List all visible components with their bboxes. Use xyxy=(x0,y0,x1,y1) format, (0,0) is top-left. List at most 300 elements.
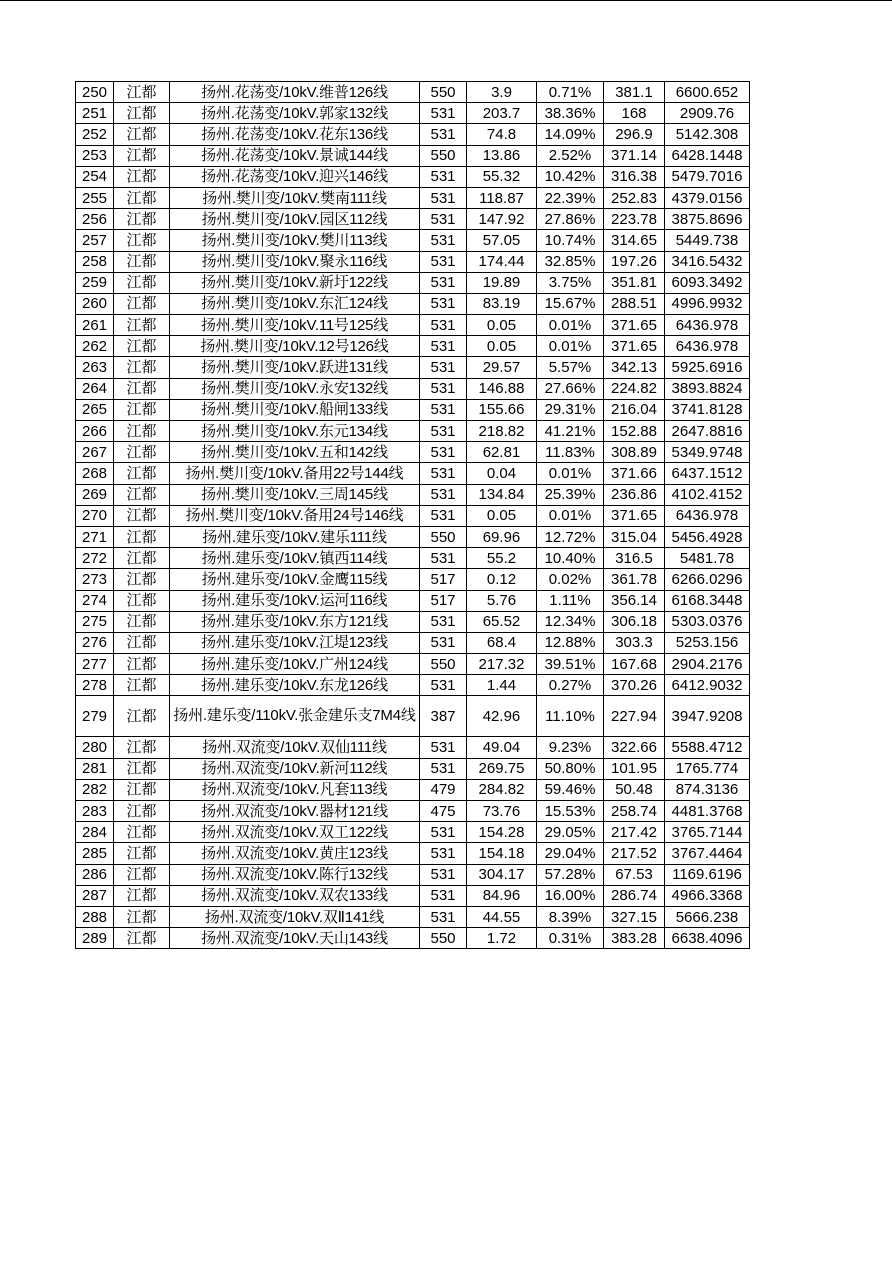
row-number-cell: 253 xyxy=(76,145,114,166)
available-capacity-cell: 258.74 xyxy=(604,801,665,822)
feeder-line-cell: 扬州.樊川变/10kV.聚永116线 xyxy=(170,251,420,272)
max-load-cell: 29.57 xyxy=(467,357,537,378)
available-capacity-cell: 316.5 xyxy=(604,548,665,569)
row-number-cell: 276 xyxy=(76,632,114,653)
feeder-line-cell: 扬州.樊川变/10kV.园区112线 xyxy=(170,209,420,230)
table-row xyxy=(76,822,750,843)
district-cell: 江都 xyxy=(114,526,170,547)
row-number-cell: 275 xyxy=(76,611,114,632)
available-capacity-cell: 252.83 xyxy=(604,187,665,208)
feeder-line-cell: 扬州.樊川变/10kV.樊南111线 xyxy=(170,187,420,208)
capacity-cell: 531 xyxy=(420,293,467,314)
available-amount-cell: 6428.1448 xyxy=(665,145,750,166)
capacity-cell: 531 xyxy=(420,548,467,569)
available-capacity-cell: 217.52 xyxy=(604,843,665,864)
row-number-cell: 285 xyxy=(76,843,114,864)
feeder-line-cell: 扬州.花荡变/10kV.花东136线 xyxy=(170,124,420,145)
available-capacity-cell: 296.9 xyxy=(604,124,665,145)
capacity-cell: 531 xyxy=(420,209,467,230)
row-number-cell: 280 xyxy=(76,737,114,758)
row-number-cell: 261 xyxy=(76,315,114,336)
capacity-cell: 531 xyxy=(420,357,467,378)
feeder-line-cell: 扬州.樊川变/10kV.新圩122线 xyxy=(170,272,420,293)
feeder-line-cell: 扬州.建乐变/10kV.东龙126线 xyxy=(170,675,420,696)
load-rate-cell: 59.46% xyxy=(537,779,604,800)
load-rate-cell: 27.66% xyxy=(537,378,604,399)
feeder-line-cell: 扬州.双流变/10kV.双Ⅱ141线 xyxy=(170,906,420,927)
table-row xyxy=(76,442,750,463)
max-load-cell: 65.52 xyxy=(467,611,537,632)
available-amount-cell: 5142.308 xyxy=(665,124,750,145)
table-row xyxy=(76,82,750,103)
district-cell: 江都 xyxy=(114,463,170,484)
row-number-cell: 282 xyxy=(76,779,114,800)
capacity-cell: 531 xyxy=(420,758,467,779)
district-cell: 江都 xyxy=(114,103,170,124)
available-capacity-cell: 370.26 xyxy=(604,675,665,696)
district-cell: 江都 xyxy=(114,399,170,420)
load-rate-cell: 0.01% xyxy=(537,505,604,526)
max-load-cell: 269.75 xyxy=(467,758,537,779)
available-amount-cell: 5456.4928 xyxy=(665,526,750,547)
load-rate-cell: 12.34% xyxy=(537,611,604,632)
max-load-cell: 68.4 xyxy=(467,632,537,653)
district-cell: 江都 xyxy=(114,251,170,272)
capacity-cell: 531 xyxy=(420,675,467,696)
capacity-cell: 531 xyxy=(420,124,467,145)
row-number-cell: 281 xyxy=(76,758,114,779)
load-rate-cell: 5.57% xyxy=(537,357,604,378)
capacity-cell: 550 xyxy=(420,654,467,675)
available-amount-cell: 5349.9748 xyxy=(665,442,750,463)
table-row xyxy=(76,928,750,949)
load-rate-cell: 14.09% xyxy=(537,124,604,145)
load-rate-cell: 12.88% xyxy=(537,632,604,653)
max-load-cell: 74.8 xyxy=(467,124,537,145)
district-cell: 江都 xyxy=(114,928,170,949)
table-row xyxy=(76,569,750,590)
feeder-line-cell: 扬州.花荡变/10kV.郭家132线 xyxy=(170,103,420,124)
district-cell: 江都 xyxy=(114,166,170,187)
load-rate-cell: 29.31% xyxy=(537,399,604,420)
row-number-cell: 263 xyxy=(76,357,114,378)
district-cell: 江都 xyxy=(114,801,170,822)
max-load-cell: 0.05 xyxy=(467,336,537,357)
row-number-cell: 264 xyxy=(76,378,114,399)
table-row xyxy=(76,843,750,864)
available-capacity-cell: 197.26 xyxy=(604,251,665,272)
available-amount-cell: 6436.978 xyxy=(665,505,750,526)
max-load-cell: 1.72 xyxy=(467,928,537,949)
available-amount-cell: 2904.2176 xyxy=(665,654,750,675)
load-rate-cell: 0.01% xyxy=(537,315,604,336)
load-rate-cell: 1.11% xyxy=(537,590,604,611)
available-amount-cell: 5481.78 xyxy=(665,548,750,569)
district-cell: 江都 xyxy=(114,272,170,293)
available-capacity-cell: 303.3 xyxy=(604,632,665,653)
row-number-cell: 259 xyxy=(76,272,114,293)
capacity-cell: 531 xyxy=(420,463,467,484)
feeder-line-cell: 扬州.樊川变/10kV.樊川113线 xyxy=(170,230,420,251)
available-capacity-cell: 322.66 xyxy=(604,737,665,758)
table-row xyxy=(76,590,750,611)
row-number-cell: 287 xyxy=(76,885,114,906)
district-cell: 江都 xyxy=(114,145,170,166)
max-load-cell: 62.81 xyxy=(467,442,537,463)
available-capacity-cell: 223.78 xyxy=(604,209,665,230)
available-amount-cell: 6168.3448 xyxy=(665,590,750,611)
available-capacity-cell: 371.66 xyxy=(604,463,665,484)
feeder-line-cell: 扬州.双流变/10kV.新河112线 xyxy=(170,758,420,779)
max-load-cell: 49.04 xyxy=(467,737,537,758)
district-cell: 江都 xyxy=(114,654,170,675)
feeder-line-cell: 扬州.建乐变/10kV.广州124线 xyxy=(170,654,420,675)
district-cell: 江都 xyxy=(114,209,170,230)
district-cell: 江都 xyxy=(114,696,170,737)
available-amount-cell: 4102.4152 xyxy=(665,484,750,505)
load-rate-cell: 27.86% xyxy=(537,209,604,230)
load-rate-cell: 0.31% xyxy=(537,928,604,949)
feeder-line-cell: 扬州.樊川变/10kV.永安132线 xyxy=(170,378,420,399)
feeder-line-cell: 扬州.樊川变/10kV.跃进131线 xyxy=(170,357,420,378)
row-number-cell: 267 xyxy=(76,442,114,463)
load-rate-cell: 2.52% xyxy=(537,145,604,166)
max-load-cell: 147.92 xyxy=(467,209,537,230)
load-rate-cell: 0.71% xyxy=(537,82,604,103)
table-row xyxy=(76,654,750,675)
available-amount-cell: 5303.0376 xyxy=(665,611,750,632)
row-number-cell: 289 xyxy=(76,928,114,949)
feeder-capacity-table xyxy=(75,81,750,949)
available-amount-cell: 5925.6916 xyxy=(665,357,750,378)
district-cell: 江都 xyxy=(114,737,170,758)
max-load-cell: 304.17 xyxy=(467,864,537,885)
table-row xyxy=(76,293,750,314)
table-row xyxy=(76,548,750,569)
available-capacity-cell: 381.1 xyxy=(604,82,665,103)
available-amount-cell: 3741.8128 xyxy=(665,399,750,420)
row-number-cell: 277 xyxy=(76,654,114,675)
district-cell: 江都 xyxy=(114,779,170,800)
load-rate-cell: 12.72% xyxy=(537,526,604,547)
capacity-cell: 531 xyxy=(420,378,467,399)
row-number-cell: 286 xyxy=(76,864,114,885)
max-load-cell: 118.87 xyxy=(467,187,537,208)
table-row xyxy=(76,272,750,293)
table-row xyxy=(76,758,750,779)
max-load-cell: 3.9 xyxy=(467,82,537,103)
available-amount-cell: 1765.774 xyxy=(665,758,750,779)
feeder-line-cell: 扬州.建乐变/10kV.建乐111线 xyxy=(170,526,420,547)
page-top-rule xyxy=(0,0,892,1)
capacity-cell: 517 xyxy=(420,569,467,590)
row-number-cell: 278 xyxy=(76,675,114,696)
available-amount-cell: 1169.6196 xyxy=(665,864,750,885)
available-amount-cell: 5449.738 xyxy=(665,230,750,251)
max-load-cell: 44.55 xyxy=(467,906,537,927)
row-number-cell: 265 xyxy=(76,399,114,420)
load-rate-cell: 50.80% xyxy=(537,758,604,779)
capacity-cell: 531 xyxy=(420,442,467,463)
load-rate-cell: 0.01% xyxy=(537,463,604,484)
available-amount-cell: 5666.238 xyxy=(665,906,750,927)
load-rate-cell: 32.85% xyxy=(537,251,604,272)
max-load-cell: 57.05 xyxy=(467,230,537,251)
row-number-cell: 273 xyxy=(76,569,114,590)
feeder-line-cell: 扬州.樊川变/10kV.船闸133线 xyxy=(170,399,420,420)
row-number-cell: 258 xyxy=(76,251,114,272)
table-row xyxy=(76,124,750,145)
capacity-cell: 531 xyxy=(420,166,467,187)
table-row xyxy=(76,463,750,484)
district-cell: 江都 xyxy=(114,378,170,399)
table-row xyxy=(76,399,750,420)
district-cell: 江都 xyxy=(114,357,170,378)
available-amount-cell: 3893.8824 xyxy=(665,378,750,399)
available-capacity-cell: 288.51 xyxy=(604,293,665,314)
available-amount-cell: 3416.5432 xyxy=(665,251,750,272)
max-load-cell: 203.7 xyxy=(467,103,537,124)
district-cell: 江都 xyxy=(114,822,170,843)
feeder-line-cell: 扬州.双流变/10kV.天山143线 xyxy=(170,928,420,949)
row-number-cell: 268 xyxy=(76,463,114,484)
capacity-cell: 531 xyxy=(420,251,467,272)
feeder-line-cell: 扬州.花荡变/10kV.迎兴146线 xyxy=(170,166,420,187)
table-row xyxy=(76,885,750,906)
max-load-cell: 146.88 xyxy=(467,378,537,399)
feeder-line-cell: 扬州.樊川变/10kV.11号125线 xyxy=(170,315,420,336)
available-amount-cell: 5253.156 xyxy=(665,632,750,653)
capacity-cell: 531 xyxy=(420,272,467,293)
available-amount-cell: 6266.0296 xyxy=(665,569,750,590)
available-amount-cell: 6437.1512 xyxy=(665,463,750,484)
available-amount-cell: 6436.978 xyxy=(665,336,750,357)
load-rate-cell: 38.36% xyxy=(537,103,604,124)
feeder-line-cell: 扬州.建乐变/10kV.江堤123线 xyxy=(170,632,420,653)
table-row xyxy=(76,779,750,800)
available-amount-cell: 2647.8816 xyxy=(665,421,750,442)
load-rate-cell: 3.75% xyxy=(537,272,604,293)
row-number-cell: 271 xyxy=(76,526,114,547)
available-capacity-cell: 227.94 xyxy=(604,696,665,737)
capacity-cell: 531 xyxy=(420,737,467,758)
district-cell: 江都 xyxy=(114,675,170,696)
max-load-cell: 19.89 xyxy=(467,272,537,293)
max-load-cell: 83.19 xyxy=(467,293,537,314)
feeder-line-cell: 扬州.双流变/10kV.双工122线 xyxy=(170,822,420,843)
row-number-cell: 254 xyxy=(76,166,114,187)
available-amount-cell: 6638.4096 xyxy=(665,928,750,949)
max-load-cell: 69.96 xyxy=(467,526,537,547)
capacity-cell: 531 xyxy=(420,632,467,653)
feeder-line-cell: 扬州.双流变/10kV.双农133线 xyxy=(170,885,420,906)
max-load-cell: 1.44 xyxy=(467,675,537,696)
feeder-line-cell: 扬州.双流变/10kV.陈行132线 xyxy=(170,864,420,885)
max-load-cell: 55.2 xyxy=(467,548,537,569)
capacity-cell: 550 xyxy=(420,145,467,166)
district-cell: 江都 xyxy=(114,906,170,927)
available-capacity-cell: 371.65 xyxy=(604,505,665,526)
load-rate-cell: 15.67% xyxy=(537,293,604,314)
feeder-line-cell: 扬州.樊川变/10kV.五和142线 xyxy=(170,442,420,463)
row-number-cell: 250 xyxy=(76,82,114,103)
available-amount-cell: 3765.7144 xyxy=(665,822,750,843)
district-cell: 江都 xyxy=(114,187,170,208)
load-rate-cell: 0.02% xyxy=(537,569,604,590)
feeder-line-cell: 扬州.樊川变/10kV.东元134线 xyxy=(170,421,420,442)
table-row xyxy=(76,145,750,166)
feeder-line-cell: 扬州.花荡变/10kV.景诚144线 xyxy=(170,145,420,166)
available-capacity-cell: 286.74 xyxy=(604,885,665,906)
load-rate-cell: 29.04% xyxy=(537,843,604,864)
capacity-cell: 531 xyxy=(420,505,467,526)
table-row xyxy=(76,632,750,653)
district-cell: 江都 xyxy=(114,336,170,357)
available-capacity-cell: 306.18 xyxy=(604,611,665,632)
table-row xyxy=(76,484,750,505)
district-cell: 江都 xyxy=(114,124,170,145)
available-amount-cell: 3875.8696 xyxy=(665,209,750,230)
row-number-cell: 270 xyxy=(76,505,114,526)
max-load-cell: 217.32 xyxy=(467,654,537,675)
available-amount-cell: 6436.978 xyxy=(665,315,750,336)
max-load-cell: 155.66 xyxy=(467,399,537,420)
table-row xyxy=(76,421,750,442)
available-amount-cell: 4379.0156 xyxy=(665,187,750,208)
capacity-cell: 550 xyxy=(420,928,467,949)
row-number-cell: 262 xyxy=(76,336,114,357)
feeder-line-cell: 扬州.建乐变/10kV.运河116线 xyxy=(170,590,420,611)
capacity-cell: 531 xyxy=(420,187,467,208)
row-number-cell: 288 xyxy=(76,906,114,927)
max-load-cell: 154.18 xyxy=(467,843,537,864)
row-number-cell: 266 xyxy=(76,421,114,442)
available-capacity-cell: 167.68 xyxy=(604,654,665,675)
available-capacity-cell: 371.65 xyxy=(604,336,665,357)
max-load-cell: 55.32 xyxy=(467,166,537,187)
table-row xyxy=(76,166,750,187)
feeder-line-cell: 扬州.樊川变/10kV.12号126线 xyxy=(170,336,420,357)
table-row xyxy=(76,103,750,124)
row-number-cell: 283 xyxy=(76,801,114,822)
load-rate-cell: 10.42% xyxy=(537,166,604,187)
table-body xyxy=(76,82,750,949)
table-row xyxy=(76,526,750,547)
max-load-cell: 218.82 xyxy=(467,421,537,442)
capacity-cell: 550 xyxy=(420,526,467,547)
available-amount-cell: 6600.652 xyxy=(665,82,750,103)
max-load-cell: 0.05 xyxy=(467,315,537,336)
capacity-cell: 531 xyxy=(420,230,467,251)
row-number-cell: 274 xyxy=(76,590,114,611)
table-row xyxy=(76,251,750,272)
available-capacity-cell: 371.14 xyxy=(604,145,665,166)
load-rate-cell: 41.21% xyxy=(537,421,604,442)
load-rate-cell: 16.00% xyxy=(537,885,604,906)
feeder-line-cell: 扬州.樊川变/10kV.备用24号146线 xyxy=(170,505,420,526)
available-capacity-cell: 152.88 xyxy=(604,421,665,442)
max-load-cell: 284.82 xyxy=(467,779,537,800)
available-amount-cell: 6093.3492 xyxy=(665,272,750,293)
feeder-line-cell: 扬州.双流变/10kV.器材121线 xyxy=(170,801,420,822)
load-rate-cell: 11.83% xyxy=(537,442,604,463)
capacity-cell: 531 xyxy=(420,906,467,927)
capacity-cell: 550 xyxy=(420,82,467,103)
available-amount-cell: 3947.9208 xyxy=(665,696,750,737)
table-row xyxy=(76,505,750,526)
capacity-cell: 479 xyxy=(420,779,467,800)
available-capacity-cell: 216.04 xyxy=(604,399,665,420)
table-row xyxy=(76,696,750,737)
capacity-cell: 517 xyxy=(420,590,467,611)
available-capacity-cell: 342.13 xyxy=(604,357,665,378)
available-capacity-cell: 308.89 xyxy=(604,442,665,463)
row-number-cell: 252 xyxy=(76,124,114,145)
max-load-cell: 174.44 xyxy=(467,251,537,272)
district-cell: 江都 xyxy=(114,548,170,569)
feeder-line-cell: 扬州.双流变/10kV.黄庄123线 xyxy=(170,843,420,864)
max-load-cell: 0.04 xyxy=(467,463,537,484)
available-amount-cell: 5588.4712 xyxy=(665,737,750,758)
capacity-cell: 531 xyxy=(420,843,467,864)
load-rate-cell: 15.53% xyxy=(537,801,604,822)
capacity-cell: 531 xyxy=(420,336,467,357)
capacity-cell: 531 xyxy=(420,611,467,632)
available-capacity-cell: 327.15 xyxy=(604,906,665,927)
capacity-cell: 531 xyxy=(420,885,467,906)
feeder-line-cell: 扬州.花荡变/10kV.维普126线 xyxy=(170,82,420,103)
row-number-cell: 284 xyxy=(76,822,114,843)
max-load-cell: 84.96 xyxy=(467,885,537,906)
load-rate-cell: 39.51% xyxy=(537,654,604,675)
district-cell: 江都 xyxy=(114,293,170,314)
available-capacity-cell: 217.42 xyxy=(604,822,665,843)
max-load-cell: 0.12 xyxy=(467,569,537,590)
available-capacity-cell: 315.04 xyxy=(604,526,665,547)
table-row xyxy=(76,737,750,758)
district-cell: 江都 xyxy=(114,885,170,906)
row-number-cell: 272 xyxy=(76,548,114,569)
feeder-line-cell: 扬州.建乐变/10kV.金鹰115线 xyxy=(170,569,420,590)
available-capacity-cell: 67.53 xyxy=(604,864,665,885)
available-amount-cell: 2909.76 xyxy=(665,103,750,124)
available-capacity-cell: 236.86 xyxy=(604,484,665,505)
district-cell: 江都 xyxy=(114,230,170,251)
available-capacity-cell: 314.65 xyxy=(604,230,665,251)
feeder-line-cell: 扬州.建乐变/110kV.张金建乐支7M4线 xyxy=(170,696,420,737)
table-row xyxy=(76,864,750,885)
available-amount-cell: 874.3136 xyxy=(665,779,750,800)
available-capacity-cell: 356.14 xyxy=(604,590,665,611)
available-capacity-cell: 361.78 xyxy=(604,569,665,590)
district-cell: 江都 xyxy=(114,421,170,442)
max-load-cell: 154.28 xyxy=(467,822,537,843)
max-load-cell: 13.86 xyxy=(467,145,537,166)
district-cell: 江都 xyxy=(114,590,170,611)
district-cell: 江都 xyxy=(114,864,170,885)
table-row xyxy=(76,209,750,230)
load-rate-cell: 10.40% xyxy=(537,548,604,569)
load-rate-cell: 57.28% xyxy=(537,864,604,885)
district-cell: 江都 xyxy=(114,315,170,336)
feeder-line-cell: 扬州.樊川变/10kV.东汇124线 xyxy=(170,293,420,314)
district-cell: 江都 xyxy=(114,505,170,526)
load-rate-cell: 22.39% xyxy=(537,187,604,208)
row-number-cell: 256 xyxy=(76,209,114,230)
table-row xyxy=(76,906,750,927)
load-rate-cell: 0.27% xyxy=(537,675,604,696)
capacity-cell: 531 xyxy=(420,864,467,885)
